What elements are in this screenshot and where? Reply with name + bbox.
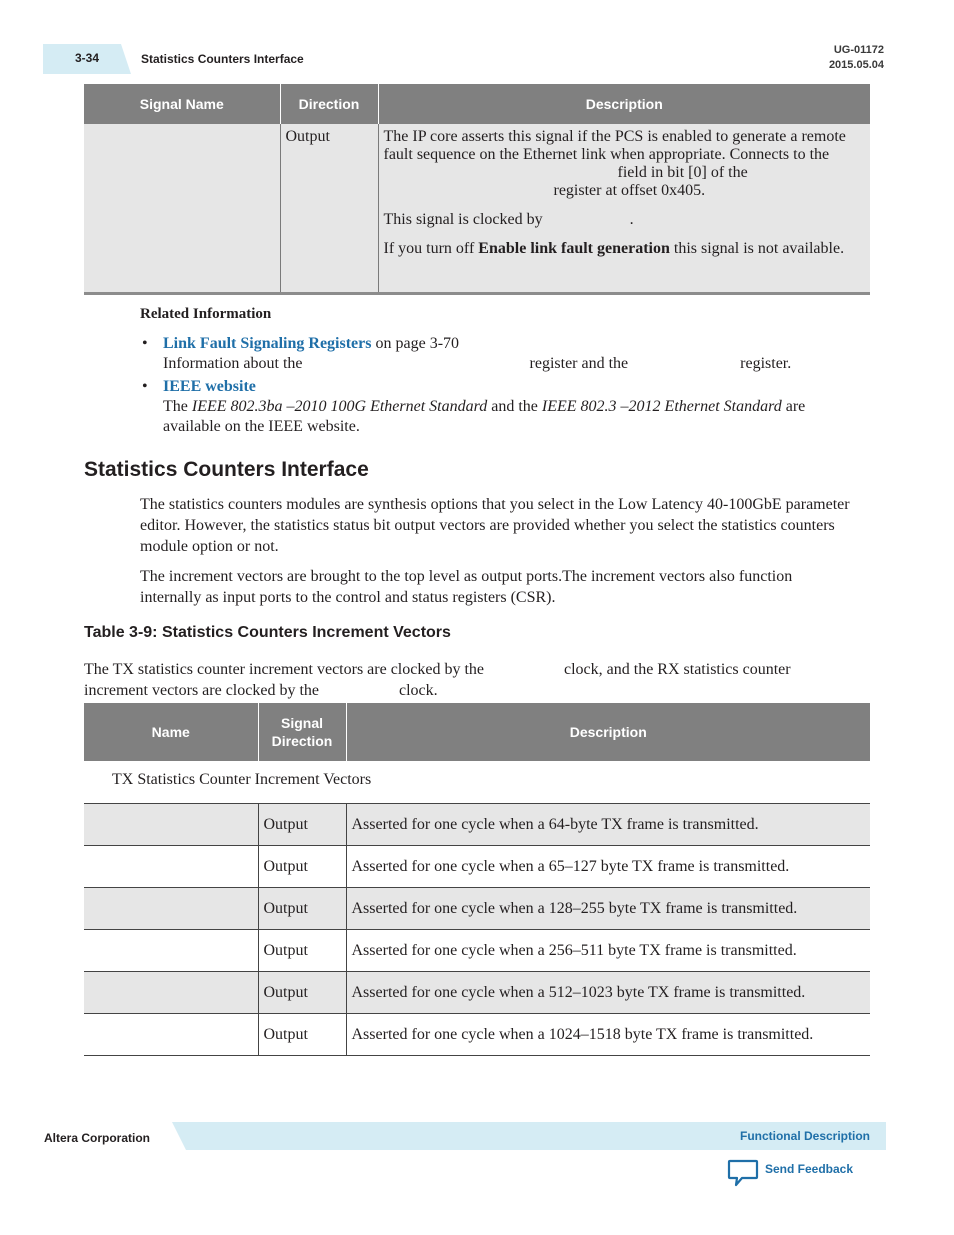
table-row: [84, 1014, 870, 1056]
section-title: Statistics Counters Interface: [84, 458, 369, 481]
direction-cell: Output: [258, 846, 346, 888]
direction-cell: Output: [258, 930, 346, 972]
direction-cell: Output: [258, 804, 346, 846]
description-cell: Asserted for one cycle when a 128–255 byte TX frame is transmitted.: [346, 888, 870, 930]
description-cell: Asserted for one cycle when a 1024–1518 byte TX frame is transmitted.: [346, 1014, 870, 1056]
col-header-description: Description: [346, 703, 870, 761]
table-row: [84, 972, 870, 1014]
section-paragraph: The statistics counters modules are synthesis options that you select in the Low Latency 40-100GbE parameter editor. However, the statistics status bit output vectors are provided whether you select the statistics counters module option or not.: [140, 496, 850, 555]
send-feedback-button[interactable]: [727, 1158, 867, 1188]
table-row: [84, 930, 870, 972]
name-cell: [84, 1014, 258, 1056]
list-item: [140, 334, 850, 374]
list-item-text: The: [163, 398, 192, 415]
list-item-text: are available on the IEEE website.: [163, 398, 806, 435]
direction-cell: Output: [258, 1014, 346, 1056]
related-information-heading: Related Information: [140, 306, 272, 322]
related-information-list: [140, 334, 850, 440]
table-row: [84, 888, 870, 930]
table-row: [84, 804, 870, 846]
table-group-row: [84, 761, 870, 804]
list-item-text: and the: [487, 398, 542, 415]
description-text: register at offset 0x405.: [553, 182, 706, 199]
table-note-text: The TX statistics counter increment vectors are clocked by the: [84, 661, 484, 678]
description-cell: Asserted for one cycle when a 65–127 byte TX frame is transmitted.: [346, 846, 870, 888]
functional-description-link[interactable]: Functional Description: [739, 1129, 870, 1143]
ieee-website-link[interactable]: IEEE website: [163, 378, 256, 395]
name-cell: [84, 930, 258, 972]
col-header-signal-direction: Signal Direction: [258, 703, 346, 761]
standard-name: IEEE 802.3ba –2010 100G Ethernet Standard: [191, 398, 488, 415]
description-text: If you turn off: [383, 240, 479, 257]
page-number: 3-34: [75, 51, 100, 65]
name-cell: [84, 804, 258, 846]
description-cell: Asserted for one cycle when a 64-byte TX frame is transmitted.: [346, 804, 870, 846]
direction-cell: Output: [258, 888, 346, 930]
standard-name: IEEE 802.3 –2012 Ethernet Standard: [541, 398, 782, 415]
speech-bubble-icon: [727, 1158, 759, 1188]
col-header-direction: Direction: [280, 84, 378, 124]
table-row: [84, 124, 870, 294]
section-paragraph: The increment vectors are brought to the top level as output ports.The increment vectors also function internally as input ports to the control and status registers (CSR).: [140, 568, 793, 606]
col-header-signal-name: Signal Name: [84, 84, 280, 124]
link-fault-registers-link[interactable]: Link Fault Signaling Registers: [163, 335, 372, 352]
list-item-text: Information about the: [163, 355, 303, 372]
name-cell: [84, 846, 258, 888]
list-item: [140, 377, 850, 437]
col-header-description: Description: [378, 84, 870, 124]
table-row: [84, 846, 870, 888]
name-cell: [84, 972, 258, 1014]
doc-id-block: [829, 43, 884, 73]
description-text: The IP core asserts this signal if the PCS is enabled to generate a remote fault sequence on the Ethernet link when appropriate. Connects to the: [383, 128, 846, 163]
description-paragraph: [384, 128, 866, 200]
description-text: this signal is not available.: [669, 240, 845, 257]
description-cell: Asserted for one cycle when a 512–1023 byte TX frame is transmitted.: [346, 972, 870, 1014]
list-item-text: register and the: [529, 355, 629, 372]
description-cell: [378, 124, 870, 294]
description-cell: Asserted for one cycle when a 256–511 byte TX frame is transmitted.: [346, 930, 870, 972]
description-paragraph: [384, 211, 866, 229]
direction-cell: Output: [280, 124, 378, 294]
direction-cell: Output: [258, 972, 346, 1014]
list-item-text: register.: [740, 355, 792, 372]
table-note-text: clock, and the RX statistics counter increment vectors are clocked by the: [84, 661, 791, 699]
table-caption: Table 3-9: Statistics Counters Increment Vectors: [84, 624, 451, 641]
table-header-row: [84, 703, 870, 761]
description-paragraph: [384, 240, 866, 258]
footer-company: Altera Corporation: [44, 1131, 151, 1145]
doc-id: UG-01172: [833, 44, 884, 56]
description-text: field in bit [0] of the: [617, 164, 748, 181]
col-header-name: Name: [84, 703, 258, 761]
table-note-text: clock.: [399, 682, 438, 699]
send-feedback-label: Send Feedback: [765, 1162, 854, 1176]
parameter-name: Enable link fault generation: [478, 240, 670, 257]
link-page-ref: on page 3-70: [371, 335, 460, 352]
table-header-row: [84, 84, 870, 124]
description-text: This signal is clocked by: [383, 211, 543, 228]
group-label: TX Statistics Counter Increment Vectors: [84, 761, 870, 804]
running-header-title: Statistics Counters Interface: [141, 52, 304, 66]
doc-date: 2015.05.04: [828, 59, 884, 71]
signal-table: [84, 84, 870, 295]
counters-table: [84, 703, 870, 1056]
description-text: .: [629, 211, 634, 228]
table-note: [84, 659, 854, 701]
name-cell: [84, 888, 258, 930]
signal-name-cell: [84, 124, 280, 294]
